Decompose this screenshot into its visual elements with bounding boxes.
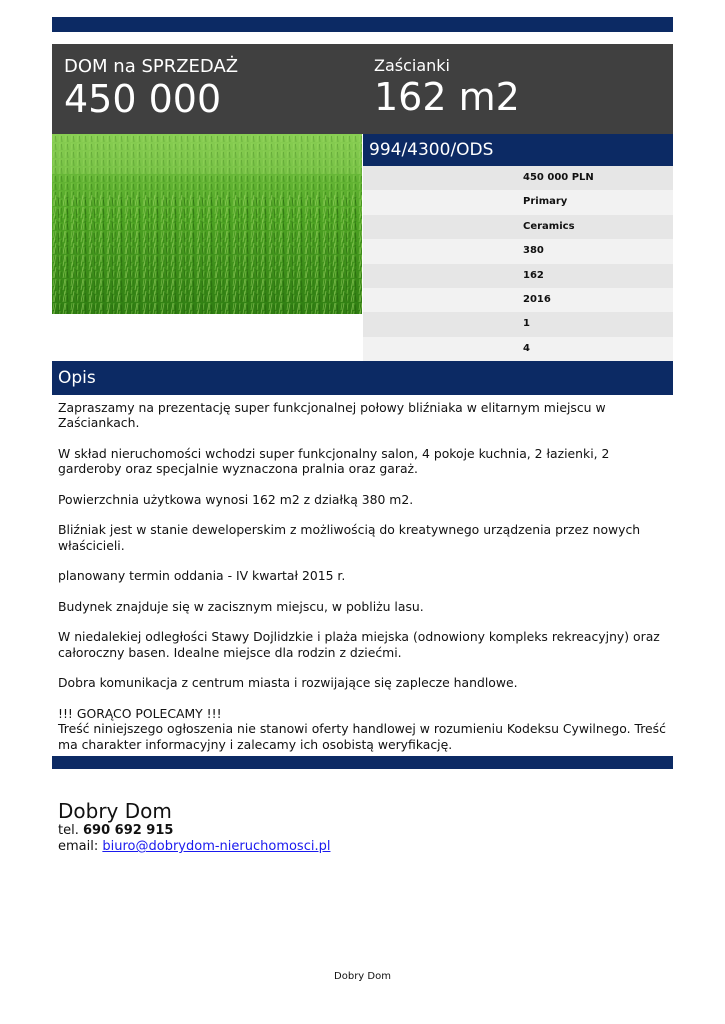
description-paragraph: Zapraszamy na prezentację super funkcjonalnej połowy bliźniaka w elitarnym miejscu w Zaściankach.: [58, 400, 606, 431]
phone-label: tel.: [58, 823, 79, 838]
email-line: [58, 839, 330, 855]
description-paragraph: W skład nieruchomości wchodzi super funkcjonalny salon, 4 pokoje kuchnia, 2 łazienki, 2 garderoby oraz specjalnie wyznaczona pralnia oraz garaż.: [58, 445, 610, 477]
email-label: email:: [58, 839, 99, 854]
spec-row-material: Ceramics: [363, 215, 673, 239]
description-paragraph: Bliźniak jest w stanie deweloperskim z możliwością do kreatywnego urządzenia przez nowych właścicieli.: [58, 522, 641, 553]
spec-row-area: 162: [363, 264, 673, 288]
description-paragraph: planowany termin oddania - IV kwartał 2015 r.: [58, 568, 346, 584]
description-text: [58, 400, 668, 752]
grass-image: [52, 134, 362, 314]
contact-block: [58, 799, 330, 855]
description-paragraph: Budynek znajduje się w zacisznym miejscu, w pobliżu lasu.: [58, 598, 424, 614]
description-paragraph: W niedalekiej odległości Stawy Dojlidzkie i plaża miejska (odnowiony kompleks rekreacyjny) oraz całoroczny basen. Idealne miejsce dla rodzin z dziećmi.: [58, 629, 660, 660]
listing-area: 162 m2: [374, 75, 520, 119]
description-paragraph: Dobra komunikacja z centrum miasta i rozwijające się zaplecze handlowe.: [58, 675, 518, 691]
description-closing: [58, 706, 668, 752]
spec-row-year: 2016: [363, 288, 673, 312]
property-photo: [52, 134, 362, 314]
agency-name: Dobry Dom: [58, 799, 172, 823]
listing-location: Zaścianki: [374, 56, 450, 75]
description-heading: Opis: [52, 361, 673, 395]
recommend-line: !!! GORĄCO POLECAMY !!!: [58, 705, 222, 721]
spec-row-rooms: 4: [363, 337, 673, 361]
top-accent-bar: [52, 17, 673, 32]
price-block: [64, 56, 238, 120]
listing-type: DOM na SPRZEDAŻ: [64, 56, 239, 77]
disclaimer-line: Treść niniejszego ogłoszenia nie stanowi oferty handlowej w rozumieniu Kodeksu Cywilnego. Treść ma charakter informacyjny i zalecamy ich osobistą weryfikację.: [58, 721, 666, 752]
spec-row-price: 450 000 PLN: [363, 166, 673, 190]
spec-row-market: Primary: [363, 190, 673, 214]
email-link[interactable]: biuro@dobrydom-nieruchomosci.pl: [102, 839, 331, 854]
listing-header: [52, 44, 673, 134]
phone-line: [58, 823, 330, 839]
description-paragraph: Powierzchnia użytkowa wynosi 162 m2 z działką 380 m2.: [58, 491, 414, 507]
listing-price: 450 000: [64, 77, 222, 121]
specs-table: [363, 166, 673, 361]
location-block: [374, 56, 520, 118]
spec-row-floors: 1: [363, 312, 673, 336]
reference-number: 994/4300/ODS: [363, 134, 673, 166]
spec-row-plot: 380: [363, 239, 673, 263]
phone-number: 690 692 915: [82, 823, 174, 838]
footer-text: Dobry Dom: [334, 971, 391, 982]
bottom-accent-bar: [52, 756, 673, 769]
